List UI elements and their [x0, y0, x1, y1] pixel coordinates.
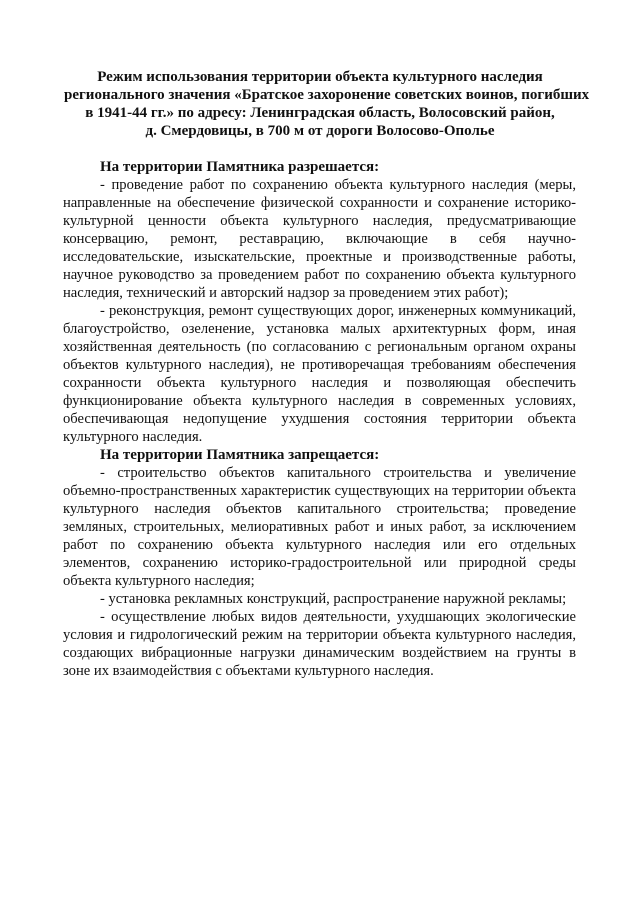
forbidden-item: - установка рекламных конструкций, распространение наружной рекламы; [100, 591, 567, 607]
forbidden-item: - осуществление любых видов деятельности, ухудшающих экологические условия и гидрологический режим на территории объекта культурного наследия, создающих вибрационные нагрузки динамическим воздействием на грунты в зоне их взаимодействия с объектами культурного наследия. [63, 609, 576, 679]
title-line: регионального значения «Братское захоронение советских воинов, погибших [64, 87, 590, 103]
allowed-item: - реконструкция, ремонт существующих дорог, инженерных коммуникаций, благоустройство, озеленение, установка малых архитектурных форм, иная хозяйственная деятельность (по согласованию с региональным органом охраны объектов культурного наследия), не противоречащая требованиям обеспечения сохранности объекта культурного наследия и позволяющая обеспечить функционирование объекта культурного наследия в современных условиях, обеспечивающая недопущение ухудшения состояния территории объекта культурного наследия. [63, 303, 576, 445]
forbidden-section [63, 464, 576, 680]
forbidden-item: - строительство объектов капитального строительства и увеличение объемно-пространственных характеристик существующих на территории объекта культурного наследия объектов капитального строительства; проведение земляных, строительных, мелиоративных работ и иных работ, за исключением работ по сохранению объекта культурного наследия или его отдельных элементов, сохранению историко-градостроительной или природной среды объекта культурного наследия; [63, 465, 576, 589]
title-line: в 1941-44 гг.» по адресу: Ленинградская область, Волосовский район, [85, 105, 555, 121]
allowed-section [63, 176, 576, 446]
title-line: Режим использования территории объекта культурного наследия [97, 69, 543, 85]
allowed-heading: На территории Памятника разрешается: [100, 159, 380, 175]
title-line: д. Смердовицы, в 700 м от дороги Волосово-Ополье [145, 123, 495, 139]
document-title [64, 68, 590, 140]
forbidden-heading: На территории Памятника запрещается: [100, 447, 380, 463]
allowed-item: - проведение работ по сохранению объекта культурного наследия (меры, направленные на обеспечение физической сохранности и сохранение историко-культурной ценности объекта культурного наследия, предусматривающие консервацию, ремонт, реставрацию, включающие в себя научно-исследовательские, изыскательские, проектные и производственные работы, научное руководство за проведением работ по сохранению объекта культурного наследия, технический и авторский надзор за проведением этих работ); [63, 177, 576, 301]
